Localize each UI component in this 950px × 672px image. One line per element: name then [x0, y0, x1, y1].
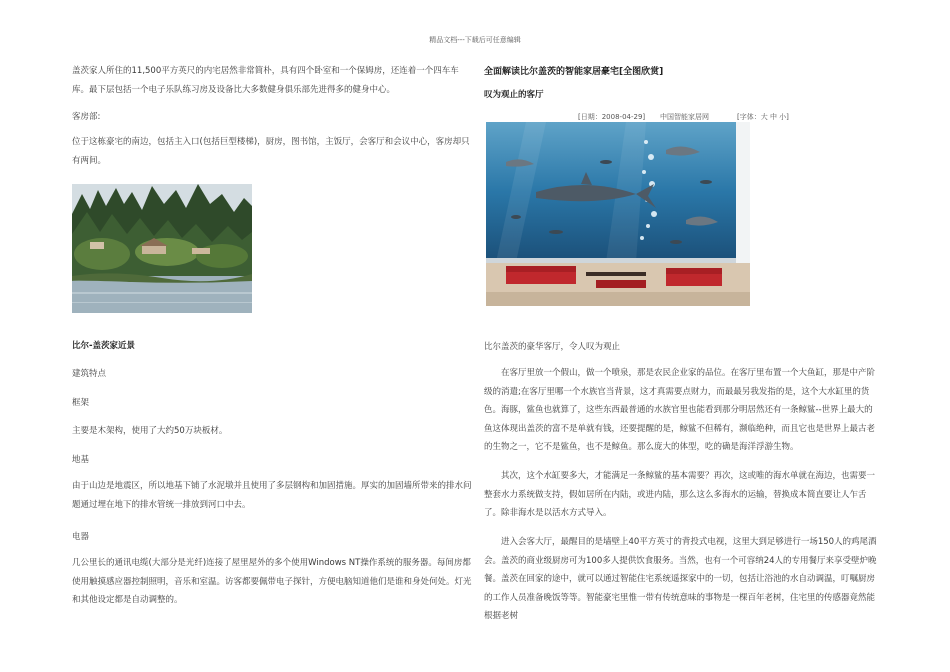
font-size-options[interactable]: [字体：大 中 小]	[737, 113, 789, 121]
article-source[interactable]: 中国智能家居网	[660, 113, 709, 121]
foundation-text: 由于山边是地震区，所以地基下铺了水泥墩并且使用了多层钢构和加固措施。厚实的加固墙所带来的排水问题通过埋在地下的排水管统一排放到河口中去。	[72, 481, 472, 510]
guest-paragraph: 位于这栋豪宅的南边，包括主入口(包括巨型楼梯)，厨房，图书馆，主饭厅，会客厅和会议中心，客房却只有两间。	[72, 137, 470, 166]
living-room-paragraph-1: 在客厅里放一个假山，做一个喷泉，那是农民企业家的品位。在客厅里布置一个大鱼缸，那是中产阶级的消遣;在客厅里哪一个水族官当背景，这才真需要点财力，而最最另我发指的是，这个大水缸里的货色。海豚，鲨鱼也就算了，这些东西最普通的水族官里也能看到那分明居然还有一条鲸鲨--世界上最大的鱼这体现出盖茨的富不是单就有钱，还要提醒的是，鲸鲨不但稀有，濒临绝种，而且它也是世界上最古老的生物之一，它不是鲨鱼，也不是鲸鱼。那么庞大的体型，吃的确是海洋浮游生物。	[484, 368, 876, 452]
living-room-paragraph-2: 其次，这个水缸要多大，才能满足一条鲸鲨的基本需要？再次，这或唯的海水单就在海边，也需要一整套水力系统做支持，假如居所在内陆，或进内陆，那么这么多海水的运输，替换成本简直要让人乍舌了。除非海水是以活水方式导入。	[484, 471, 876, 518]
gates-house-photo	[72, 184, 252, 313]
living-room-paragraph-3: 进入会客大厅，最醒目的是墙壁上40平方英寸的背投式电视，这里大到足够进行一场150人的鸡尾酒会。盖茨的商业级厨房可为100多人提供饮食服务。当然，也有一个可容纳24人的专用餐厅来享受壁炉晚餐。盖茨在回家的途中，就可以通过智能住宅系统遥探家中的一切，包括让浴池的水自动调温，叮嘱厨房的工作人员准备晚饭等等。智能豪宅里惟一带有传统意味的事物是一棵百年老树，住宅里的传感器竟然能根据老树	[484, 537, 877, 621]
electric-text: 几公里长的通讯电缆(大部分是光纤)连接了屋里屋外的多个使用Windows NT操作系统的服务器。每间房都使用触摸感应器控制照明，音乐和室温。访客都要佩带电子探针，方便电脑知道他们是谁和身处何处。灯光和其他设定都是自动调整的。	[72, 558, 472, 605]
article-title: 全面解读比尔盖茨的智能家居豪宅[全图欣赏]	[484, 67, 664, 77]
article-subtitle: 叹为观止的客厅	[484, 90, 544, 100]
aquarium-living-room-photo	[486, 122, 750, 306]
house-photo-caption: 比尔-盖茨家近景	[72, 341, 136, 351]
frame-heading: 框架	[72, 398, 90, 408]
foundation-heading: 地基	[72, 455, 90, 465]
electric-heading: 电器	[72, 532, 90, 542]
page-header: 精品文档---下载后可任意编辑	[429, 36, 521, 44]
living-room-photo-caption: 比尔盖茨的豪华客厅，令人叹为观止	[484, 342, 621, 352]
guest-section-heading: 客房部:	[72, 112, 101, 122]
intro-paragraph: 盖茨家人所住的11,500平方英尺的内宅居然非常简朴，具有四个卧室和一个保姆房，还连着一个四车车库。最下层包括一个电子乐队练习房及设备比大多数健身俱乐部先进得多的健身中心。	[72, 66, 459, 95]
article-date: [日期：2008-04-29]	[578, 113, 646, 121]
architecture-heading: 建筑特点	[72, 369, 107, 379]
frame-text: 主要是木架构，使用了大约50万块板材。	[72, 426, 228, 436]
